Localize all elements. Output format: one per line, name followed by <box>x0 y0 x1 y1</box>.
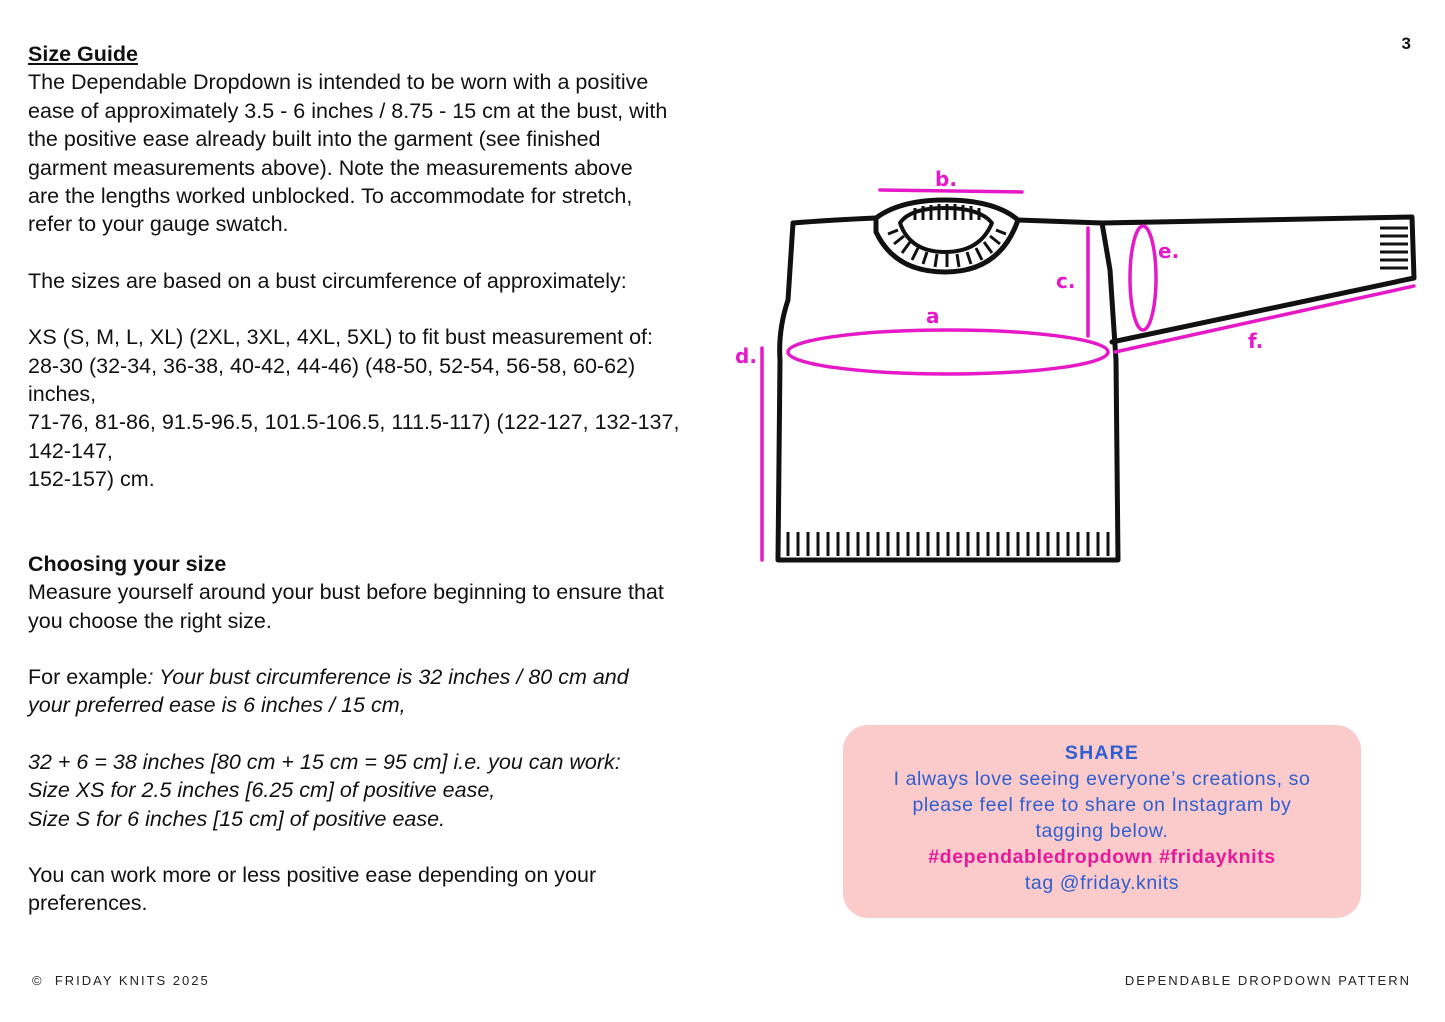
share-line: tagging below. <box>1035 820 1169 842</box>
closing-line: You can work more or less positive ease depending on your <box>28 862 597 887</box>
size-guide-line: The Dependable Dropdown is intended to be worn with a positive <box>28 70 649 95</box>
share-box <box>846 728 1358 915</box>
size-guide-line: are the lengths worked unblocked. To accommodate for stretch, <box>28 184 633 209</box>
ribbing-lines <box>788 204 1408 556</box>
size-guide-line: refer to your gauge swatch. <box>28 212 289 237</box>
size-guide-line: garment measurements above). Note the measurements above <box>28 155 633 180</box>
size-guide-heading: Size Guide <box>28 42 138 66</box>
calc-line: 32 + 6 = 38 inches [80 cm + 15 cm = 95 cm] i.e. you can work: <box>28 749 621 774</box>
label-a: a <box>926 304 940 328</box>
measure-a-ellipse <box>788 330 1108 374</box>
footer-left-text: FRIDAY KNITS 2025 <box>54 973 210 988</box>
share-hashtags[interactable]: #dependabledropdown #fridayknits <box>928 846 1276 868</box>
share-title: SHARE <box>1064 742 1140 764</box>
size-guide-line: the positive ease already built into the garment (see finished <box>28 127 601 152</box>
label-b: b. <box>935 167 957 191</box>
label-c: c. <box>1056 269 1076 293</box>
footer-left <box>32 973 210 988</box>
sizes-line: 152-157) cm. <box>28 467 155 492</box>
choosing-line: you choose the right size. <box>28 608 272 633</box>
bust-intro: The sizes are based on a bust circumference of approximately: <box>28 268 627 293</box>
sizes-line: 28-30 (32-34, 36-38, 40-42, 44-46) (48-50, 52-54, 56-58, 60-62) <box>28 353 636 378</box>
example-rest: : Your bust circumference is 32 inches / 80 cm and <box>147 664 629 689</box>
sweater-schematic <box>730 160 1430 600</box>
closing-line: preferences. <box>28 891 148 916</box>
calc-line: Size S for 6 inches [15 cm] of positive ease. <box>28 806 446 831</box>
share-line: I always love seeing everyone’s creations, so <box>893 768 1311 790</box>
sizes-line: 71-76, 81-86, 91.5-96.5, 101.5-106.5, 111.5-117) (122-127, 132-137, 142-147, <box>28 410 680 463</box>
example-line <box>28 663 728 691</box>
share-tag[interactable]: tag @friday.knits <box>1024 872 1180 894</box>
calc-line: Size XS for 2.5 inches [6.25 cm] of positive ease, <box>28 778 496 803</box>
sizes-line: inches, <box>28 382 97 407</box>
label-d: d. <box>735 344 757 368</box>
footer-right: DEPENDABLE DROPDOWN PATTERN <box>1124 973 1411 988</box>
example-prefix: For example <box>28 664 148 689</box>
sizes-line: XS (S, M, L, XL) (2XL, 3XL, 4XL, 5XL) to fit bust measurement of: <box>28 325 653 350</box>
example-line-2: your preferred ease is 6 inches / 15 cm, <box>28 693 406 718</box>
choosing-heading: Choosing your size <box>28 551 227 576</box>
label-f: f. <box>1248 329 1264 353</box>
copyright-icon: © <box>32 973 44 988</box>
label-e: e. <box>1158 239 1180 263</box>
measure-f-line <box>1115 286 1414 352</box>
text-column <box>28 40 728 918</box>
share-line: please feel free to share on Instagram by <box>912 794 1292 816</box>
measure-e-ellipse <box>1130 226 1156 330</box>
size-guide-line: ease of approximately 3.5 - 6 inches / 8.75 - 15 cm at the bust, with <box>28 98 668 123</box>
choosing-line: Measure yourself around your bust before beginning to ensure that <box>28 580 664 605</box>
page-number: 3 <box>1401 34 1411 53</box>
